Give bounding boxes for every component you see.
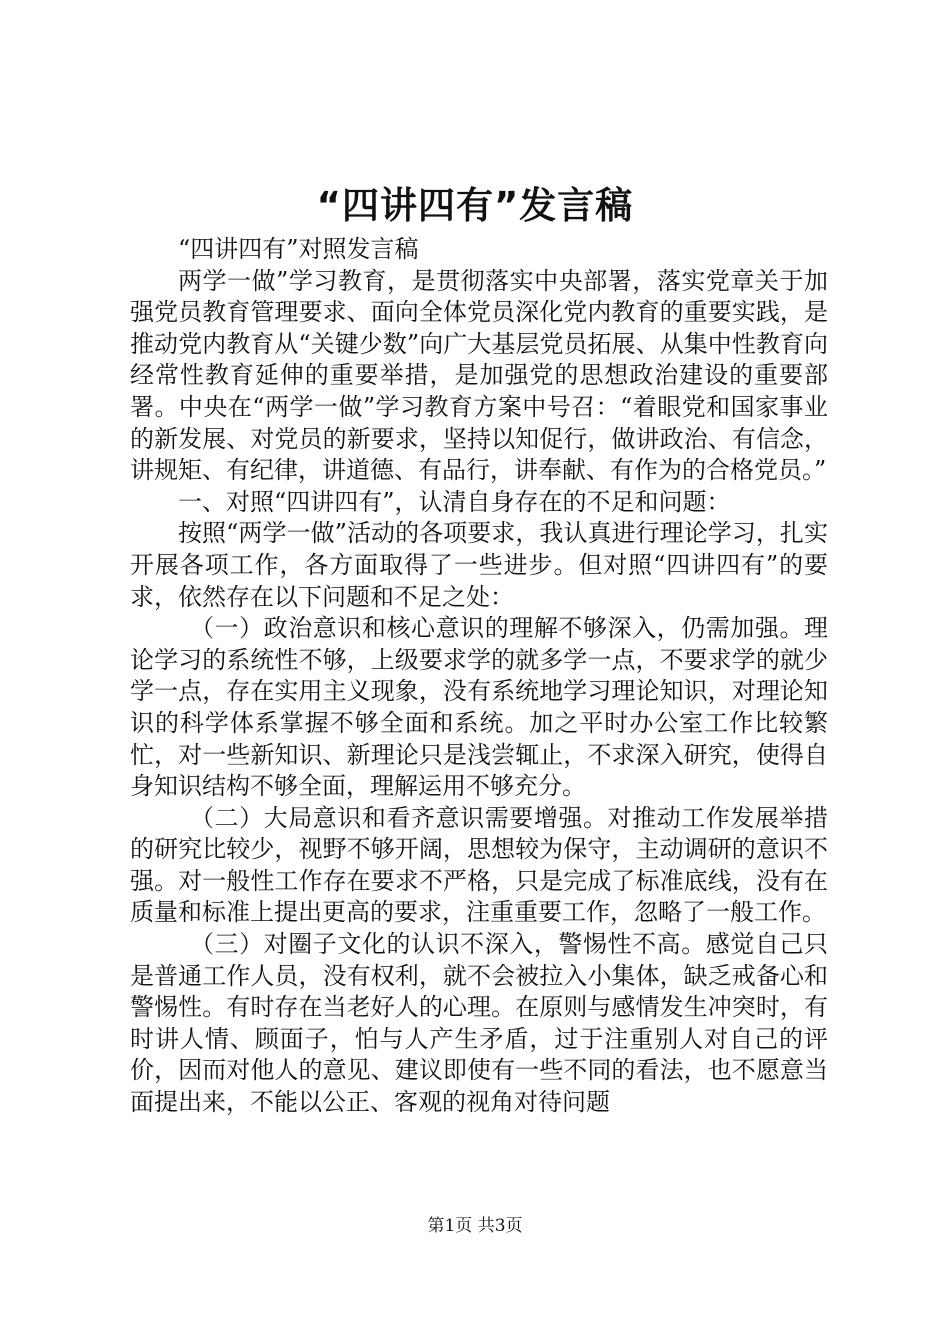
item-one-paragraph: （一）政治意识和核心意识的理解不够深入，仍需加强。理论学习的系统性不够，上级要求学的就多学一点，不要求学的就少学一点，存在实用主义现象，没有系统地学习理论知识，对理论知识的科学体系掌握不够全面和系统。加之平时办公室工作比较繁忙，对一些新知识、新理论只是浅尝辄止，不求深入研究，使得自身知识结构不够全面，理解运用不够充分。 bbox=[130, 614, 828, 801]
item-three-paragraph: （三）对圈子文化的认识不深入，警惕性不高。感觉自己只是普通工作人员，没有权利，就不会被拉入小集体，缺乏戒备心和警惕性。有时存在当老好人的心理。在原则与感情发生冲突时，有时讲人情、顾面子，怕与人产生矛盾，过于注重别人对自己的评价，因而对他人的意见、建议即使有一些不同的看法，也不愿意当面提出来，不能以公正、客观的视角对待问题 bbox=[130, 930, 828, 1117]
subtitle-paragraph: “四讲四有”对照发言稿 bbox=[178, 235, 419, 263]
item-two-paragraph: （二）大局意识和看齐意识需要增强。对推动工作发展举措的研究比较少，视野不够开阔，思想较为保守，主动调研的意识不强。对一般性工作存在要求不严格，只是完成了标准底线，没有在质量和标准上提出更高的要求，注重重要工作，忽略了一般工作。 bbox=[130, 803, 828, 927]
page-number-footer: 第1页 共3页 bbox=[427, 1216, 523, 1236]
intro-paragraph: 两学一做”学习教育，是贯彻落实中央部署，落实党章关于加强党员教育管理要求、面向全体党员深化党内教育的重要实践，是推动党内教育从“关键少数”向广大基层党员拓展、从集中性教育向经常性教育延伸的重要举措，是加强党的思想政治建设的重要部署。中央在“两学一做”学习教育方案中号召：“着眼党和国家事业的新发展、对党员的新要求，坚持以知促行，做讲政治、有信念，讲规矩、有纪律，讲道德、有品行，讲奉献、有作为的合格党员。” bbox=[130, 266, 828, 485]
document-body bbox=[130, 234, 828, 1119]
section-heading-paragraph: 一、对照“四讲四有”，认清自身存在的不足和问题： bbox=[178, 487, 731, 516]
document-title: “四讲四有”发言稿 bbox=[316, 184, 634, 227]
body-paragraph: 按照“两学一做”活动的各项要求，我认真进行理论学习，扎实开展各项工作，各方面取得了一些进步。但对照“四讲四有”的要求，依然存在以下问题和不足之处： bbox=[130, 519, 828, 611]
